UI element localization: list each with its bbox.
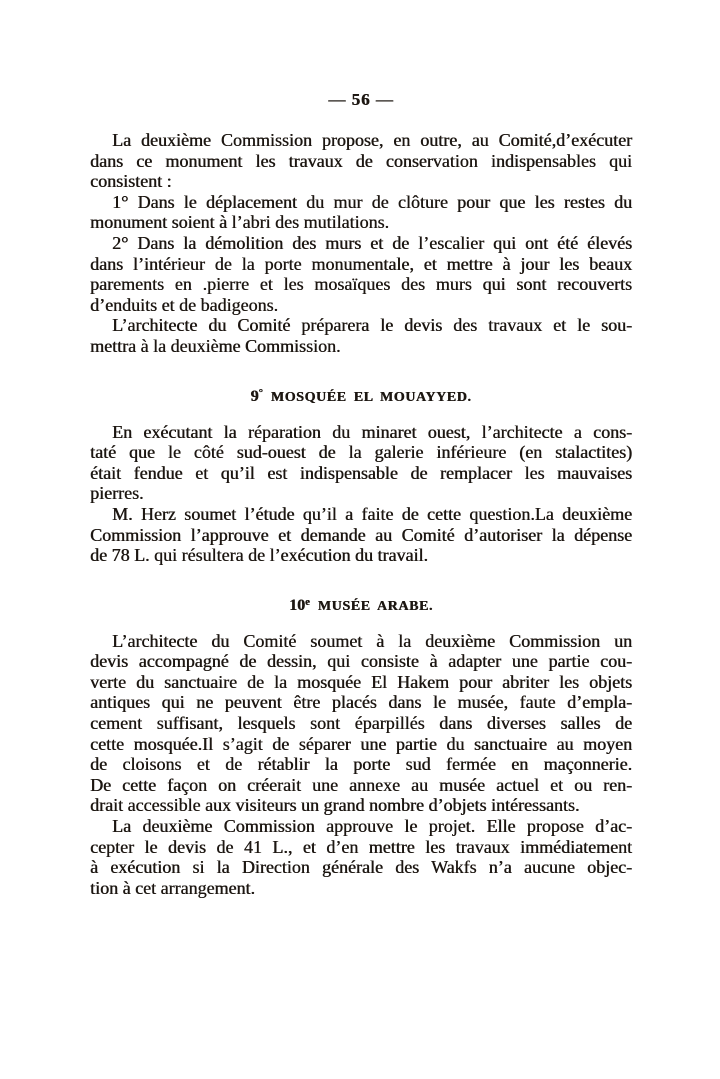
- section-ordinal: e: [305, 596, 310, 608]
- text-line: verte du sanctuaire de la mosquée El Hakem pour abriter les objets: [90, 671, 632, 692]
- text-line: drait accessible aux visiteurs un grand nombre d’objets intéressants.: [90, 795, 580, 816]
- paragraph: [90, 422, 632, 504]
- paragraph: [90, 631, 632, 816]
- text-line: M. Herz soumet l’étude qu’il a faite de cette question.La deuxième: [112, 503, 632, 524]
- paragraph: [90, 233, 632, 315]
- text-line: devis accompagné de dessin, qui consiste à adapter une partie cou-: [90, 651, 632, 672]
- text-line: antiques qui ne peuvent être placés dans le musée, faute d’empla-: [90, 692, 632, 713]
- text-line: pierres.: [90, 483, 144, 504]
- paragraph: [90, 130, 632, 192]
- section-heading: [90, 592, 632, 613]
- text-line: cette mosquée.Il s’agit de séparer une partie du sanctuaire au moyen: [90, 733, 632, 754]
- paragraph: [90, 816, 632, 898]
- text-line: 2° Dans la démolition des murs et de l’escalier qui ont été élevés: [112, 232, 632, 253]
- text-line: 1° Dans le déplacement du mur de clôture pour que les restes du: [112, 191, 632, 212]
- text-line: tion à cet arrangement.: [90, 877, 255, 898]
- text-line: dans l’intérieur de la porte monumentale, et mettre à jour les beaux: [90, 253, 632, 274]
- text-line: monument soient à l’abri des mutilations.: [90, 212, 389, 233]
- text-line: cepter le devis de 41 L., et d’en mettre les travaux immédiatement: [90, 836, 632, 857]
- text-line: La deuxième Commission propose, en outre, au Comité,d’exécuter: [112, 130, 632, 150]
- text-line: La deuxième Commission approuve le projet. Elle propose d’ac-: [112, 816, 632, 837]
- text-line: cement suffisant, lesquels sont éparpillés dans diverses salles de: [90, 713, 632, 734]
- paragraph: [90, 192, 632, 233]
- page-number: — 56 —: [328, 90, 394, 109]
- section-title: MOSQUÉE EL MOUAYYED.: [270, 389, 472, 405]
- text-line: consistent :: [90, 171, 172, 192]
- section-number: 9: [250, 387, 259, 405]
- text-line: taté que le côté sud-ouest de la galerie inférieure (en stalactites): [90, 442, 632, 463]
- paragraph: [90, 504, 632, 566]
- text-line: mettra à la deuxième Commission.: [90, 335, 341, 356]
- text-line: Commission l’approuve et demande au Comité d’autoriser la dépense: [90, 524, 632, 545]
- page-body: [90, 130, 632, 898]
- section-number: 10: [289, 596, 306, 614]
- text-line: L’architecte du Comité préparera le devis des travaux et le sou-: [112, 315, 632, 336]
- text-line: En exécutant la réparation du minaret ouest, l’architecte a cons-: [112, 421, 632, 442]
- text-line: d’enduits et de badigeons.: [90, 294, 278, 315]
- text-line: L’architecte du Comité soumet à la deuxième Commission un: [112, 630, 632, 651]
- text-line: parements en .pierre et les mosaïques des murs qui sont recouverts: [90, 274, 632, 295]
- text-line: De cette façon on créerait une annexe au musée actuel et ou ren-: [90, 774, 632, 795]
- section-heading: [90, 383, 632, 404]
- text-line: à exécution si la Direction générale des Wakfs n’a aucune objec-: [90, 857, 632, 878]
- paragraph: [90, 315, 632, 356]
- text-line: de 78 L. qui résultera de l’exécution du travail.: [90, 545, 428, 566]
- text-line: était fendue et qu’il est indispensable de remplacer les mauvaises: [90, 462, 632, 483]
- text-line: de cloisons et de rétablir la porte sud fermée en maçonnerie.: [90, 754, 632, 775]
- section-title: MUSÉE ARABE.: [317, 598, 433, 614]
- section-ordinal: °: [258, 387, 263, 399]
- text-line: dans ce monument les travaux de conservation indispensables qui: [90, 150, 632, 171]
